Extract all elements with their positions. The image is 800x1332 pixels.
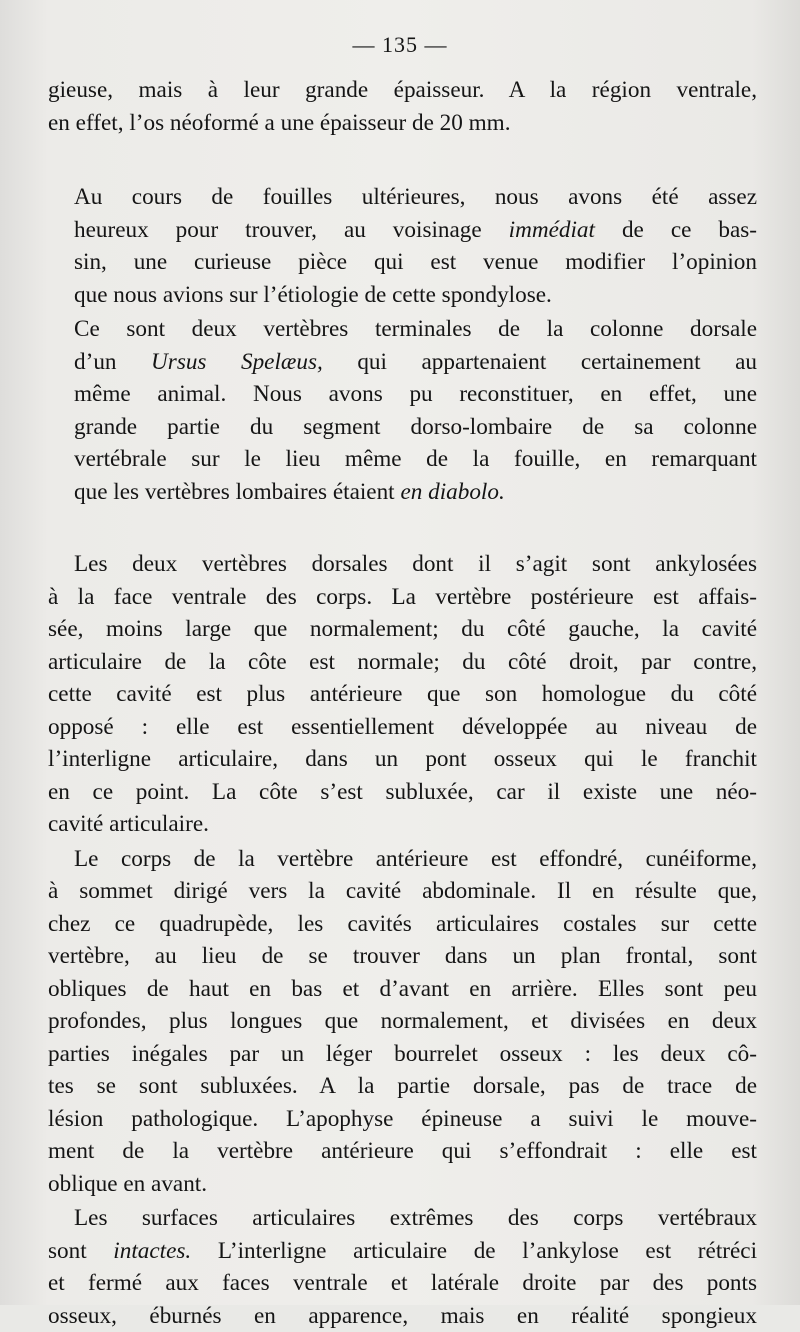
text-line: opposé : elle est essentiellement développée au niveau de xyxy=(48,711,757,744)
text-line: osseux, éburnés en apparence, mais en réalité spongieux xyxy=(48,1300,757,1332)
text-line: à sommet dirigé vers la cavité abdominale. Il en résulte que, xyxy=(48,875,757,908)
paragraph-1 xyxy=(48,74,757,139)
text-line: profondes, plus longues que normalement, et divisées en deux xyxy=(48,1005,757,1038)
text-line: Les surfaces articulaires extrêmes des corps vertébraux xyxy=(48,1202,757,1235)
text-line: Ce sont deux vertèbres terminales de la colonne dorsale xyxy=(48,313,757,346)
text-fragment: que les vertèbres lombaires étaient xyxy=(74,479,395,505)
italic-text: immédiat xyxy=(509,217,595,243)
text-line: cavité articulaire. xyxy=(48,808,757,841)
text-line: Au cours de fouilles ultérieures, nous avons été assez xyxy=(48,181,757,214)
italic-text: intactes. xyxy=(113,1238,191,1264)
text-line-with-italic xyxy=(48,214,757,247)
text-line: à la face ventrale des corps. La vertèbre postérieure est affais- xyxy=(48,581,757,614)
text-line: ment de la vertèbre antérieure qui s’effondrait : elle est xyxy=(48,1135,757,1168)
text-fragment: heureux pour trouver, au voisinage xyxy=(74,217,482,243)
text-line: en ce point. La côte s’est subluxée, car il existe une néo- xyxy=(48,776,757,809)
paragraph-3 xyxy=(48,313,757,508)
text-line: grande partie du segment dorso-lombaire de sa colonne xyxy=(48,411,757,444)
paragraph-5 xyxy=(48,843,757,1201)
text-line: sée, moins large que normalement; du côté gauche, la cavité xyxy=(48,613,757,646)
text-line: lésion pathologique. L’apophyse épineuse a suivi le mouve- xyxy=(48,1103,757,1136)
text-line: que nous avions sur l’étiologie de cette spondylose. xyxy=(48,279,757,312)
text-line: vertébrale sur le lieu même de la fouille, en remarquant xyxy=(48,443,757,476)
text-line: articulaire de la côte est normale; du côté droit, par contre, xyxy=(48,646,757,679)
text-line: obliques de haut en bas et d’avant en arrière. Elles sont peu xyxy=(48,973,757,1006)
text-line: et fermé aux faces ventrale et latérale droite par des ponts xyxy=(48,1267,757,1300)
text-line: tes se sont subluxées. A la partie dorsale, pas de trace de xyxy=(48,1070,757,1103)
text-line: sin, une curieuse pièce qui est venue modifier l’opinion xyxy=(48,246,757,279)
paragraph-4 xyxy=(48,548,757,841)
text-line: oblique en avant. xyxy=(48,1168,757,1201)
text-line-with-italic xyxy=(48,346,757,379)
text-fragment: de ce bas- xyxy=(622,217,757,243)
text-line: chez ce quadrupède, les cavités articulaires costales sur cette xyxy=(48,908,757,941)
text-line: Le corps de la vertèbre antérieure est effondré, cunéiforme, xyxy=(48,843,757,876)
text-line: l’interligne articulaire, dans un pont osseux qui le franchit xyxy=(48,743,757,776)
text-fragment: d’un xyxy=(74,349,117,375)
text-line: en effet, l’os néoformé a une épaisseur de 20 mm. xyxy=(48,107,757,140)
page-number: — 135 — xyxy=(0,32,800,58)
text-line: même animal. Nous avons pu reconstituer, en effet, une xyxy=(48,378,757,411)
text-line: vertèbre, au lieu de se trouver dans un plan frontal, sont xyxy=(48,940,757,973)
text-line: gieuse, mais à leur grande épaisseur. A la région ventrale, xyxy=(48,74,757,107)
text-line: parties inégales par un léger bourrelet osseux : les deux cô- xyxy=(48,1038,757,1071)
text-line-with-italic xyxy=(48,476,757,509)
paragraph-6 xyxy=(48,1202,757,1332)
text-fragment: qui appartenaient certainement au xyxy=(357,349,757,375)
text-fragment: L’interligne articulaire de l’ankylose est rétréci xyxy=(218,1238,757,1264)
italic-text: Ursus Spelæus, xyxy=(151,349,323,375)
text-line-with-italic xyxy=(48,1235,757,1268)
text-line: Les deux vertèbres dorsales dont il s’agit sont ankylosées xyxy=(48,548,757,581)
body-text xyxy=(48,74,757,1332)
text-line: cette cavité est plus antérieure que son homologue du côté xyxy=(48,678,757,711)
paragraph-2 xyxy=(48,181,757,311)
italic-text: en diabolo. xyxy=(400,479,504,505)
text-fragment: sont xyxy=(48,1238,87,1264)
